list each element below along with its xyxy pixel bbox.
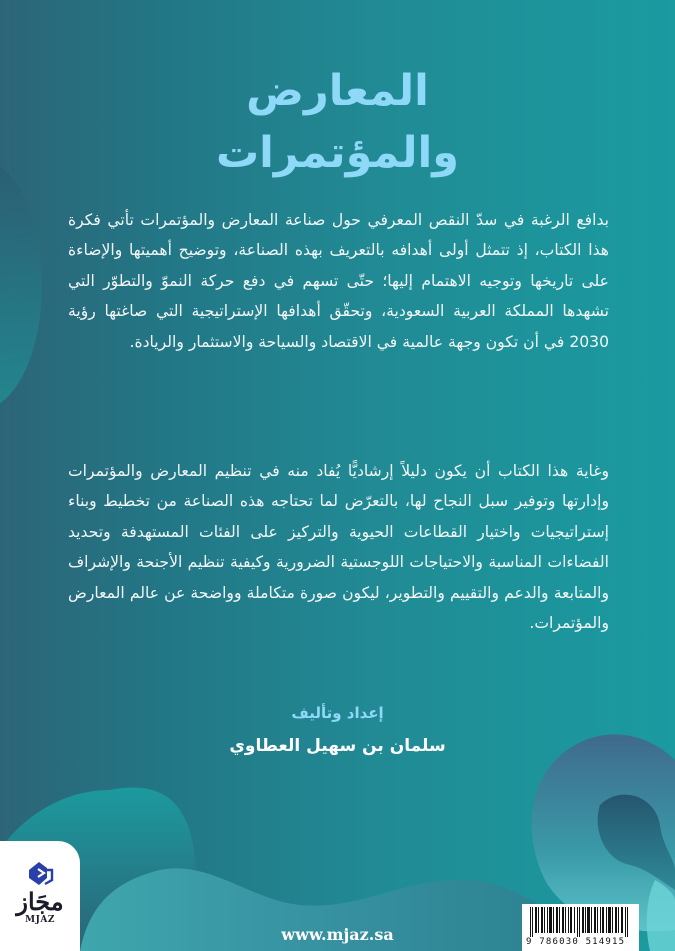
publisher-website: www.mjaz.sa <box>281 925 394 944</box>
blurb-paragraph-2: وغاية هذا الكتاب أن يكون دليلاً إرشاديًّا يُفاد منه في تنظيم المعارض والمؤتمرات وإدارتها وتوفير سبل النجاح لها، بالتعرّض لما تحتاجه هذه الصناعة من تخطيط وبناء إستراتيجيات واختيار القطاعات الحيوية والتركيز على الفئات المستهدفة وتحديد الفضاءات المناسبة والاحتياجات اللوجستية الضرورية وكيفية تنظيم الأجنحة والإشراف والمتابعة والدعم والتقييم والتطوير، ليكون صورة متكاملة وواضحة عن عالم المعارض والمؤتمرات. <box>68 462 609 633</box>
isbn-barcode <box>522 904 639 951</box>
mjaz-logo-icon <box>25 861 55 887</box>
title-line-1: المعارض <box>246 66 429 116</box>
barcode-bars <box>526 907 635 937</box>
book-title <box>0 60 675 184</box>
blurb-paragraph-1: بدافع الرغبة في سدّ النقص المعرفي حول صناعة المعارض والمؤتمرات تأتي فكرة هذا الكتاب، إذ تتمثل أولى أهدافه بالتعريف بهذه الصناعة، وتوضيح أهميتها والإضاءة على تاريخها وتوجيه الاهتمام إليها؛ حتّى تسهم في دفع حركة النموّ والتطوّر التي تشهدها المملكة العربية السعودية، وتحقّق أهدافها الإستراتيجية التي صاغتها رؤية 2030 في أن تكون وجهة عالمية في الاقتصاد والسياحة والاستثمار والريادة. <box>68 211 609 351</box>
title-line-2: والمؤتمرات <box>215 128 460 178</box>
publisher-name-arabic: مجَاز <box>16 887 64 916</box>
isbn-number: 9 786030 514915 <box>526 937 626 947</box>
publisher-name-english: MJAZ <box>25 915 55 925</box>
prepared-by-label: إعداد وتأليف <box>291 704 384 722</box>
author-name: سلمان بن سهيل العطاوي <box>229 736 446 756</box>
